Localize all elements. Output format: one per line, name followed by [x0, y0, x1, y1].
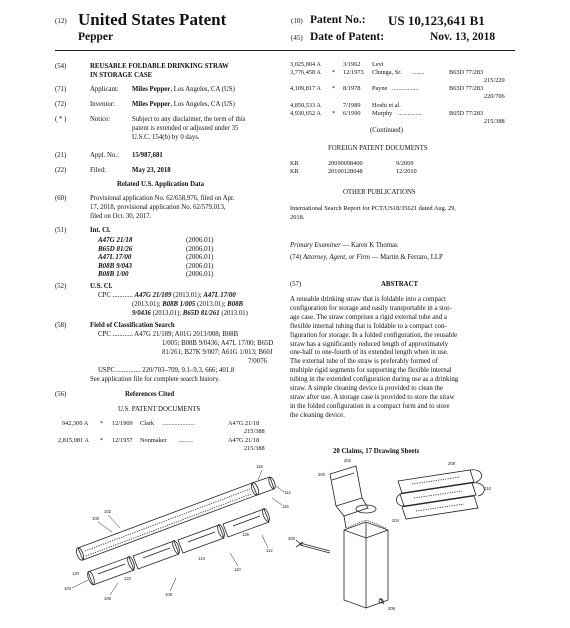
- storage-case-drawing: [330, 466, 388, 608]
- int-cl-item: B08B 9/043 (2006.01): [98, 261, 214, 270]
- claims-count: 20 Claims, 17 Drawing Sheets: [333, 448, 420, 455]
- search-line-3: 81/261; B27K 9/007; A61G 1/013; B60J: [162, 349, 273, 356]
- ref-label: 208: [448, 461, 455, 466]
- ref-label: 124: [198, 556, 205, 561]
- search-line-6: See application file for complete search history.: [90, 376, 220, 383]
- us-cl-label: U.S. Cl.: [90, 283, 113, 290]
- kind-code-10: (10): [291, 17, 303, 25]
- field-60-code: (60): [55, 195, 67, 202]
- primary-examiner: Primary Examiner — Karen K Thomas: [290, 242, 398, 249]
- field-22-code: (22): [55, 167, 67, 174]
- ref-label: 126: [242, 532, 249, 537]
- title-line-2: IN STORAGE CASE: [90, 72, 153, 79]
- ref-label: 122: [124, 576, 131, 581]
- int-cl-item: B08B 1/00 (2006.01): [98, 270, 214, 279]
- patent-date: Nov. 13, 2018: [430, 31, 496, 43]
- search-line-1: CPC ............ A47G 21/189; A01G 2013/008; B08B: [98, 331, 239, 338]
- ref-label: 116: [282, 504, 289, 509]
- applicant-location: , Los Angeles, CA (US): [170, 86, 235, 93]
- ref-label: 114: [284, 490, 291, 495]
- field-51-code: (51): [55, 227, 67, 234]
- field-of-search-label: Field of Classification Search: [90, 322, 175, 329]
- search-line-2: 1/005; B08B 9/0436; A47L 17/00; B65D: [162, 340, 274, 347]
- abstract-line: the cleaning device.: [290, 411, 345, 419]
- ref-label: 106: [104, 596, 111, 601]
- inventor-label: Inventor:: [90, 101, 115, 108]
- date-label: Date of Patent:: [310, 31, 385, 43]
- abstract-line: The external tube of the straw is preferably formed of: [290, 358, 438, 366]
- ref-label: 104: [64, 586, 71, 591]
- filed-label: Filed:: [90, 167, 106, 174]
- search-line-4: 7/0076: [248, 358, 267, 365]
- filed-date: May 23, 2018: [132, 167, 171, 174]
- field-54-code: (54): [55, 63, 67, 70]
- abstract-line: multiple rigid segments for supporting the flexible internal: [290, 367, 452, 375]
- provisional-line-2: 17, 2018, provisional application No. 62/579,013,: [90, 204, 226, 211]
- ref-label: 202: [344, 458, 351, 463]
- ref-label: 200: [318, 472, 325, 477]
- continued-label: (Continued): [370, 127, 403, 134]
- search-line-5: USPC .............. 220/703–709, 9.1–9.3, 666; 401.8: [98, 367, 235, 374]
- field-58-code: (58): [55, 322, 67, 329]
- field-72-code: (72): [55, 101, 67, 108]
- abstract-line: one-half to one-fourth of its extended length when in use.: [290, 349, 449, 357]
- abstract-line: in the folded configuration in a compact form and to store: [290, 402, 450, 410]
- ref-label: 112: [266, 548, 273, 553]
- foreign-docs-heading: FOREIGN PATENT DOCUMENTS: [328, 145, 428, 152]
- us-patent-docs-heading: U.S. PATENT DOCUMENTS: [118, 406, 201, 413]
- other-publications-heading: OTHER PUBLICATIONS: [343, 189, 416, 196]
- ref-label: 300: [288, 536, 295, 541]
- ref-label: 110: [234, 567, 241, 572]
- notice-code: ( * ): [55, 116, 67, 123]
- ref-label: 118: [256, 464, 263, 469]
- abstract-heading: ABSTRACT: [381, 281, 419, 288]
- abstract-code: (57): [290, 281, 302, 288]
- inventor-name: Miles Pepper: [132, 101, 171, 108]
- references-cited-label: References Cited: [125, 391, 175, 398]
- patent-office-title: United States Patent: [78, 10, 227, 29]
- appl-no-label: Appl. No.:: [90, 152, 119, 159]
- cleaning-device-drawing: [296, 540, 330, 553]
- applicant-label: Applicant:: [90, 86, 119, 93]
- abstract-line: figuration for storage. In a folded configuration, the reusable: [290, 331, 458, 339]
- applicant-name: Miles Pepper: [132, 86, 171, 93]
- notice-line-1: Subject to any disclaimer, the term of this: [132, 116, 246, 123]
- inventor-surname: Pepper: [78, 31, 114, 43]
- inventor-location: , Los Angeles, CA (US): [170, 101, 235, 108]
- field-71-code: (71): [55, 86, 67, 93]
- ref-label: 100: [92, 516, 99, 521]
- other-publication-line-1: International Search Report for PCT/US18/35621 dated Aug. 29,: [290, 205, 456, 212]
- ref-label: 204: [392, 518, 399, 523]
- int-cl-label: Int. Cl.: [90, 227, 111, 234]
- folded-straw-drawing: [397, 470, 485, 519]
- ref-label: 210: [484, 486, 491, 491]
- kind-code-45: (45): [291, 34, 303, 42]
- ref-label: 120: [72, 571, 79, 576]
- patent-no-label: Patent No.:: [310, 14, 366, 26]
- ref-label: 102: [104, 509, 111, 514]
- attorney-agent: (74) Attorney, Agent, or Firm — Martin & Ferraro, LLP: [290, 254, 443, 261]
- notice-line-2: patent is extended or adjusted under 35: [132, 125, 239, 132]
- abstract-line: straw after use. A storage case is provided to store the straw: [290, 393, 455, 401]
- related-data-heading: Related U.S. Application Data: [117, 181, 205, 188]
- field-21-code: (21): [55, 152, 67, 159]
- kind-code-12: (12): [55, 17, 67, 25]
- abstract-line: straw has a significantly reduced length of approximately: [290, 340, 449, 348]
- abstract-line: age case. The straw comprises a rigid external tube and a: [290, 313, 447, 321]
- notice-line-3: U.S.C. 154(b) by 0 days.: [132, 134, 200, 141]
- ref-label: 108: [165, 592, 172, 597]
- other-publication-line-2: 2018.: [290, 214, 305, 221]
- abstract-line: straw. A simple cleaning device is provided to clean the: [290, 385, 444, 393]
- field-56-code: (56): [55, 391, 67, 398]
- abstract-line: configuration for storage and easily transportable in a stor-: [290, 304, 452, 312]
- abstract-line: tubing in the extended configuration during use as a drinking: [290, 376, 459, 384]
- int-cl-item: B65D 81/26 (2006.01): [98, 244, 214, 253]
- title-line-1: REUSABLE FOLDABLE DRINKING STRAW: [90, 63, 229, 70]
- field-52-code: (52): [55, 283, 67, 290]
- cpc-line-3: 9/0436 (2013.01); B65D 81/261 (2013.01): [132, 310, 248, 317]
- notice-label: Notice:: [90, 116, 111, 123]
- abstract-line: flexible internal tubing that is foldable to a compact con-: [290, 322, 447, 330]
- cpc-line-2: (2013.01); B08B 1/005 (2013.01); B08B: [132, 301, 244, 308]
- ref-label: 206: [388, 606, 395, 611]
- abstract-line: A reusable drinking straw that is foldable into a compact: [290, 296, 446, 303]
- provisional-line-3: filed on Oct. 30, 2017.: [90, 213, 152, 220]
- provisional-line-1: Provisional application No. 62/658,976, filed on Apr.: [90, 195, 235, 202]
- int-cl-item: A47L 17/00 (2006.01): [98, 253, 214, 262]
- cpc-line-1: CPC ............ A47G 21/189 (2013.01); A47L 17/00: [98, 292, 236, 299]
- int-cl-item: A47G 21/18 (2006.01): [98, 236, 214, 244]
- appl-no: 15/987,681: [132, 152, 163, 159]
- patent-number: US 10,123,641 B1: [388, 13, 485, 28]
